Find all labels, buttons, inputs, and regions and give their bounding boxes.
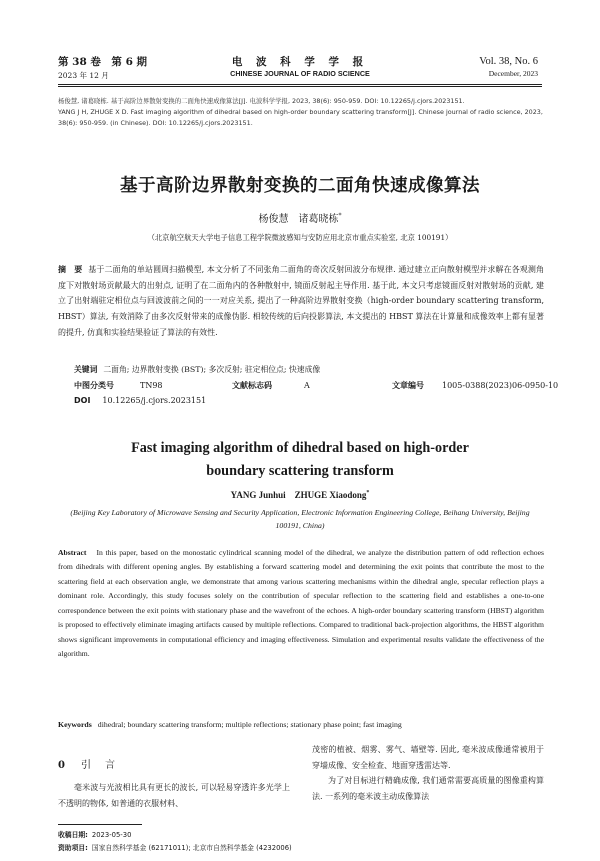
doi-value: 10.12265/j.cjors.2023151 — [102, 396, 207, 405]
keywords-cn — [74, 364, 544, 376]
header-volume-cn — [58, 56, 147, 82]
keywords-cn-text: 二面角; 边界散射变换 (BST); 多次反射; 驻定相位点; 快速成像 — [103, 365, 321, 374]
abstract-cn — [58, 262, 544, 341]
header-volume-issue-cn: 第 38 卷 第 6 期 — [58, 56, 148, 68]
citation-cn: 杨俊慧, 诸葛晓栋. 基于高阶边界散射变换的二面角快速成像算法[J]. 电波科学学报, 2023, 38(6): 950-959. DOI: 10.12265/j.cjors.2023151. — [58, 97, 465, 105]
keywords-en-label: Keywords — [58, 720, 92, 729]
section-number: 0 — [58, 760, 67, 771]
journal-name-en: CHINESE JOURNAL OF RADIO SCIENCE — [230, 69, 370, 78]
funding-label: 资助项目: — [58, 844, 88, 852]
doi-row — [74, 395, 206, 407]
funding-value: 国家自然科学基金 (62171011); 北京市自然科学基金 (4232006) — [91, 844, 292, 852]
footnote-funding — [58, 843, 544, 854]
footnote-received — [58, 830, 544, 841]
header-rule-top — [58, 84, 542, 85]
header-volume-en — [479, 56, 538, 80]
abstract-en-label: Abstract — [58, 548, 87, 557]
header-date-cn: 2023 年 12 月 — [58, 71, 109, 80]
abstract-cn-label: 摘 要 — [58, 265, 83, 274]
abstract-cn-text: 基于二面角的单站圆周扫描模型, 本文分析了不同张角二面角的奇次反射回波分布规律. 通过建立正向散射模型并求解在各观测角度下对散射场贡献最大的出射点, 证明了在二面角内的各种散射中, 镜面反射起主导作用. 基于此, 本文只考虑镜面反射对散射场的贡献, 建立了出射端驻定相位点与回波波前之间的一一对应关系, 提出了一种高阶边界散射变换（high-order boundary scattering transform, HBST）算法, 有效消除了由多次反射带来的成像伪影. 相较传统的后向投影算法, 本文提出的 HBST 算法在计算量和成像效率上都有显著的提升, 仿真和实验结果验证了算法的有效性. — [58, 265, 544, 337]
intro-left-paragraph: 毫米波与光波相比具有更长的波长, 可以轻易穿透许多光学上不透明的物体, 如普通的衣服材料、 — [58, 783, 290, 808]
article-number-value: 1005-0388(2023)06-0950-10 — [442, 381, 559, 390]
intro-right-column — [312, 742, 544, 804]
affiliation-cn: （北京航空航天大学电子信息工程学院微波感知与安防应用北京市重点实验室, 北京 100191） — [147, 233, 453, 242]
header-rule-bottom — [58, 86, 542, 87]
keywords-en — [58, 719, 544, 731]
keywords-cn-label: 关键词 — [74, 365, 98, 374]
received-label: 收稿日期: — [58, 831, 88, 839]
affiliation-en: (Beijing Key Laboratory of Microwave Sensing and Security Application, Electronic Information Engineering College, Beihang University, Beijing 100191, China) — [70, 508, 530, 530]
citation-block — [58, 96, 546, 129]
paper-title-cn: 基于高阶边界散射变换的二面角快速成像算法 — [120, 176, 480, 196]
clc-value: TN98 — [140, 381, 163, 390]
paper-title-en — [0, 437, 600, 483]
section-title: 引言 — [80, 760, 129, 771]
clc-label: 中图分类号 — [74, 381, 114, 390]
journal-name-cn: 电 波 科 学 学 报 — [231, 56, 369, 68]
received-value: 2023-05-30 — [91, 831, 132, 839]
citation-en: YANG J H, ZHUGE X D. Fast imaging algorithm of dihedral based on high-order boundary scattering transform[J]. Chinese journal of radio science, 2023, 38(6): 950-959. (in Chinese). DOI: 10.12265/j.cjors.2023151. — [58, 108, 543, 127]
corresponding-mark-cn: * — [338, 212, 342, 220]
doi-label: DOI — [74, 396, 91, 405]
doc-code-label: 文献标志码 — [232, 381, 272, 390]
article-number-label: 文章编号 — [392, 381, 424, 390]
classification-row — [74, 380, 559, 394]
doc-code-value: A — [304, 381, 310, 390]
header-date-en: December, 2023 — [488, 69, 538, 78]
authors-en — [0, 488, 600, 501]
header-journal — [185, 56, 415, 80]
abstract-en-text: In this paper, based on the monostatic cylindrical scanning model of the dihedral, we analyze the distribution pattern of odd reflection echoes from dihedrals with different opening angles. By establishing a forward scattering model and determining the exit points that contribute the most to the scattering field at each observation angle, we demonstrate that among various scattering mechanisms within the dihedral angle, specular reflection plays a dominant role. Accordingly, this study focuses solely on the contribution of specular reflection to the scattering field and establishes a one-to-one correspondence between the exit points with stationary phase and the wavefront of the echoes. A high-order boundary scattering transform (HBST) algorithm is proposed to effectively eliminate imaging artifacts caused by multiple reflections. Compared to traditional back-projection algorithms, the HBST algorithm shows significant improvements in computational efficiency and imaging effectiveness. Simulation and experimental results validate the effectiveness of the algorithm. — [58, 548, 544, 659]
footnote-rule — [58, 824, 142, 825]
section-heading-intro — [58, 756, 129, 771]
intro-left-column — [58, 780, 290, 811]
author-names-cn: 杨俊慧 诸葛晓栋 — [258, 214, 339, 225]
intro-right-paragraph-2: 为了对目标进行精确成像, 我们通常需要高质量的图像重构算法. 一系列的毫米波主动成像算法 — [312, 776, 544, 801]
paper-title-en-line1: Fast imaging algorithm of dihedral based on high-order — [131, 440, 469, 456]
header-volume-issue-en: Vol. 38, No. 6 — [479, 56, 538, 67]
author-names-en: YANG Junhui ZHUGE Xiaodong — [230, 490, 367, 500]
abstract-en — [58, 546, 544, 662]
intro-right-paragraph-1: 茂密的植被、烟雾、雾气、墙壁等. 因此, 毫米波成像通常被用于穿墙成像、安全检查、地面穿透雷达等. — [312, 745, 544, 770]
authors-cn — [0, 210, 600, 225]
keywords-en-text: dihedral; boundary scattering transform; multiple reflections; stationary phase point; fast imaging — [97, 720, 402, 729]
paper-title-en-line2: boundary scattering transform — [206, 463, 394, 479]
corresponding-mark-en: * — [366, 490, 370, 496]
